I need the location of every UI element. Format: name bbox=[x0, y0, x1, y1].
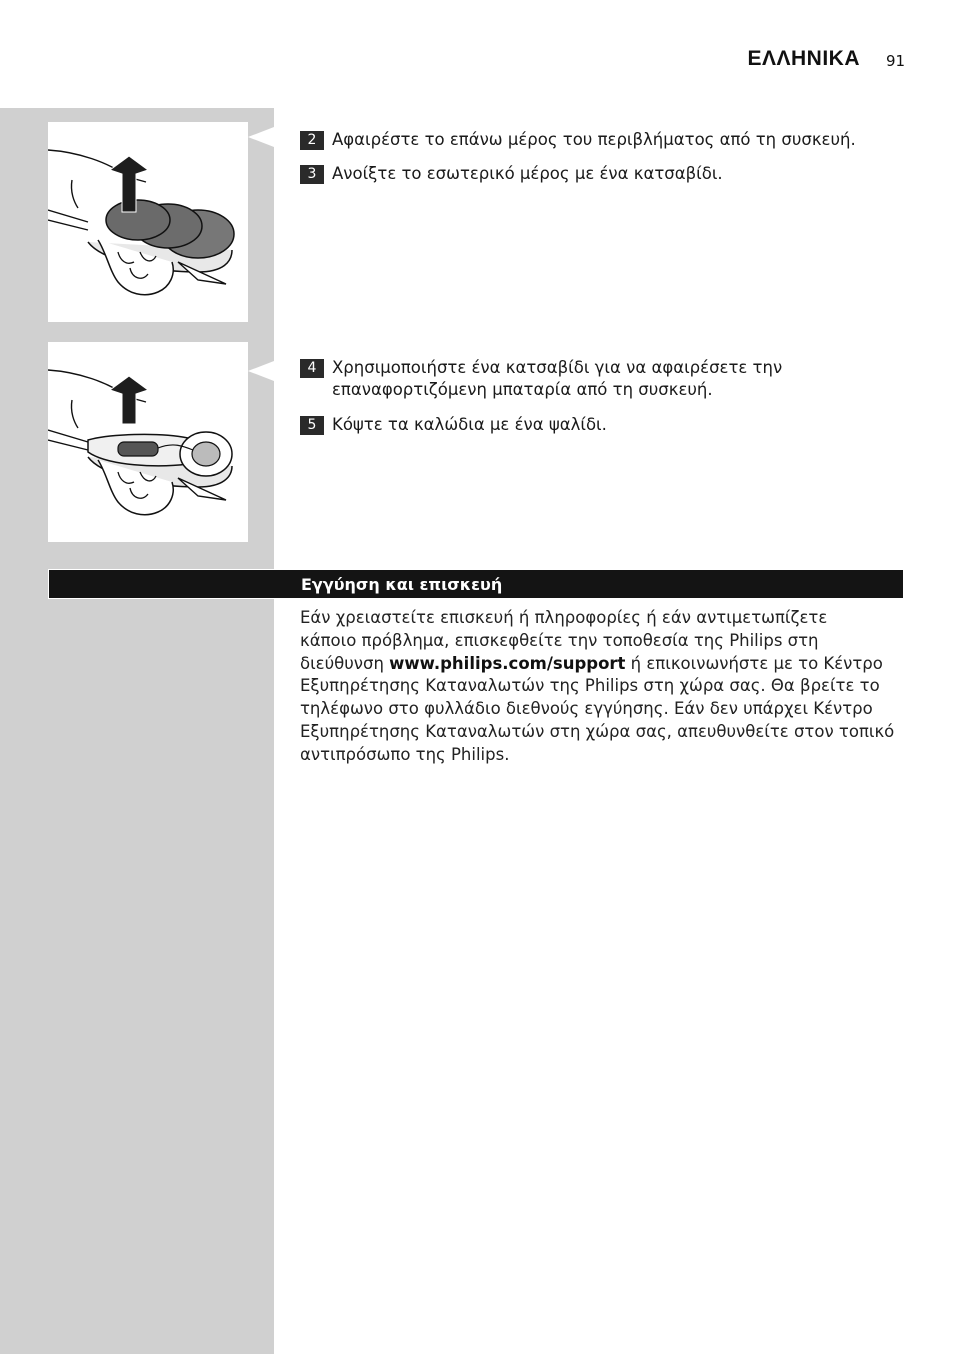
figure-remove-battery bbox=[48, 342, 248, 542]
step-2 bbox=[300, 129, 900, 151]
paragraph-line: Εξυπηρέτησης Καταναλωτών στη χώρα σας, απευθυνθείτε στον τοπικό bbox=[300, 721, 895, 741]
paragraph-text: ή επικοινωνήστε με το Κέντρο bbox=[625, 653, 883, 673]
paragraph-line: αντιπρόσωπο της Philips. bbox=[300, 744, 510, 764]
language-label: ΕΛΛΗΝΙΚΑ bbox=[747, 47, 860, 70]
warranty-paragraph bbox=[300, 607, 904, 767]
step-text-line1: Χρησιμοποιήστε ένα κατσαβίδι για να αφαιρέσετε την bbox=[332, 358, 783, 377]
step-number: 3 bbox=[300, 165, 324, 184]
paragraph-line: κάποιο πρόβλημα, επισκεφθείτε την τοποθεσία της Philips στη bbox=[300, 630, 819, 650]
support-link[interactable]: www.philips.com/support bbox=[389, 653, 626, 673]
paragraph-line bbox=[300, 653, 904, 676]
hand-opening-shaver-top-illustration bbox=[48, 122, 248, 322]
step-text: Αφαιρέστε το επάνω μέρος του περιβλήματος από τη συσκευή. bbox=[332, 130, 856, 149]
paragraph-text: διεύθυνση bbox=[300, 653, 390, 673]
figure-pointer bbox=[248, 127, 274, 147]
figure-open-housing bbox=[48, 122, 248, 322]
step-4 bbox=[300, 357, 900, 401]
step-text-line2: επαναφορτιζόμενη μπαταρία από τη συσκευή. bbox=[332, 380, 713, 399]
paragraph-line: Εάν χρειαστείτε επισκευή ή πληροφορίες ή εάν αντιμετωπίζετε bbox=[300, 608, 828, 627]
hand-removing-battery-illustration bbox=[48, 342, 248, 542]
figure-pointer bbox=[248, 361, 274, 381]
step-text: Κόψτε τα καλώδια με ένα ψαλίδι. bbox=[332, 415, 607, 434]
step-number: 5 bbox=[300, 416, 324, 435]
step-5 bbox=[300, 414, 900, 436]
paragraph-line: τηλέφωνο στο φυλλάδιο διεθνούς εγγύησης. Εάν δεν υπάρχει Κέντρο bbox=[300, 699, 873, 719]
step-number: 2 bbox=[300, 131, 324, 150]
step-text: Ανοίξτε το εσωτερικό μέρος με ένα κατσαβίδι. bbox=[332, 164, 723, 183]
step-number: 4 bbox=[300, 359, 324, 378]
page-number: 91 bbox=[886, 52, 906, 70]
section-title: Εγγύηση και επισκευή bbox=[301, 575, 503, 594]
section-heading-bar bbox=[48, 569, 904, 599]
paragraph-line: Εξυπηρέτησης Καταναλωτών της Philips στη χώρα σας. Θα βρείτε το bbox=[300, 676, 880, 696]
step-3 bbox=[300, 163, 900, 185]
